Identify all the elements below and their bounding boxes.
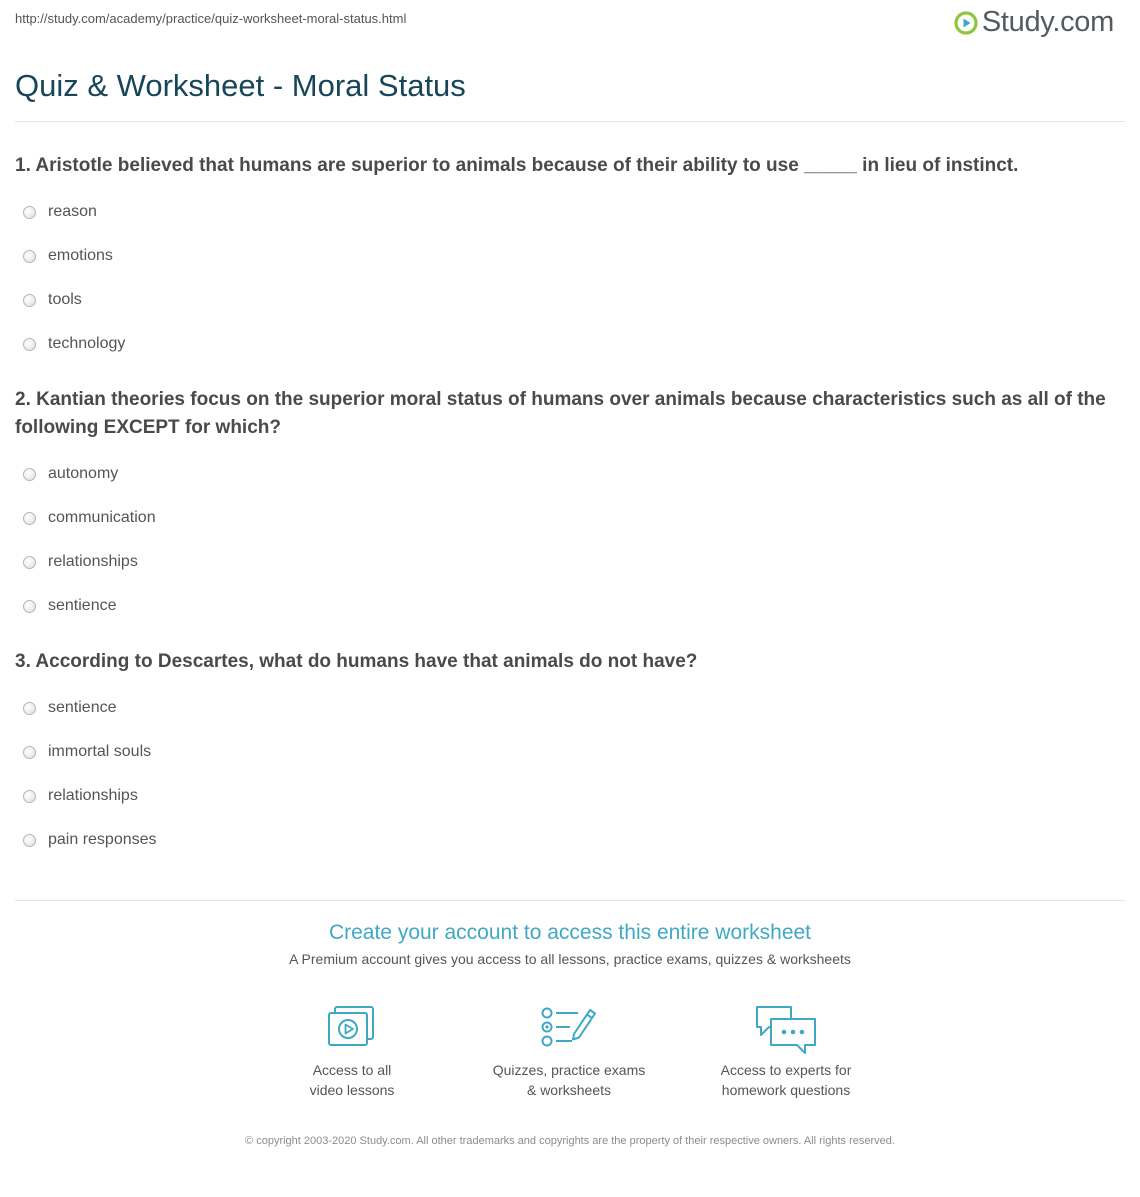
option-label: technology	[48, 335, 126, 352]
answer-option[interactable]	[15, 540, 1125, 584]
answer-option[interactable]	[15, 730, 1125, 774]
cta-subtitle: A Premium account gives you access to all lessons, practice exams, quizzes & worksheets	[289, 951, 851, 967]
feature-label-line: Quizzes, practice exams	[492, 1062, 646, 1078]
question-1	[15, 152, 1125, 366]
option-label: tools	[48, 291, 82, 308]
answer-option[interactable]	[15, 774, 1125, 818]
feature-quizzes	[469, 1004, 669, 1100]
logo-text: Study.com	[981, 6, 1114, 38]
feature-label	[252, 1060, 452, 1100]
study-logo-icon	[954, 11, 978, 35]
feature-experts	[686, 1004, 886, 1100]
option-label: sentience	[48, 699, 117, 716]
title-divider	[15, 121, 1125, 122]
chat-bubbles-icon	[753, 1004, 819, 1056]
radio-button[interactable]	[23, 338, 36, 351]
answer-option[interactable]	[15, 322, 1125, 366]
answer-option[interactable]	[15, 190, 1125, 234]
feature-video-lessons	[252, 1004, 452, 1100]
radio-button[interactable]	[23, 834, 36, 847]
study-logo[interactable]	[954, 6, 1114, 39]
question-text: 1. Aristotle believed that humans are superior to animals because of their ability to use _____ in lieu of instinct.	[15, 155, 1019, 176]
answer-option[interactable]	[15, 686, 1125, 730]
option-label: autonomy	[48, 465, 119, 482]
answer-option[interactable]	[15, 234, 1125, 278]
feature-label-line: & worksheets	[526, 1082, 612, 1098]
radio-button[interactable]	[23, 702, 36, 715]
option-label: pain responses	[48, 831, 157, 848]
question-2	[15, 386, 1125, 628]
radio-button[interactable]	[23, 556, 36, 569]
radio-button[interactable]	[23, 468, 36, 481]
feature-label-line: video lessons	[309, 1082, 395, 1098]
cta-divider	[15, 900, 1125, 901]
option-label: immortal souls	[48, 743, 152, 760]
page-title: Quiz & Worksheet - Moral Status	[15, 68, 466, 103]
radio-button[interactable]	[23, 512, 36, 525]
radio-button[interactable]	[23, 294, 36, 307]
answer-option[interactable]	[15, 278, 1125, 322]
copyright-notice: © copyright 2003-2020 Study.com. All other trademarks and copyrights are the property of their respective owners. All rights reserved.	[245, 1135, 895, 1147]
cta-title-link[interactable]: Create your account to access this entire worksheet	[328, 921, 812, 944]
option-label: relationships	[48, 787, 138, 804]
quiz-checklist-icon	[540, 1004, 598, 1050]
signup-cta	[15, 921, 1125, 967]
option-label: communication	[48, 509, 156, 526]
feature-label-line: homework questions	[721, 1082, 851, 1098]
answer-option[interactable]	[15, 818, 1125, 862]
question-text: 3. According to Descartes, what do humans have that animals do not have?	[15, 651, 698, 672]
radio-button[interactable]	[23, 206, 36, 219]
question-list	[15, 152, 1125, 882]
option-label: reason	[48, 203, 97, 220]
question-3	[15, 648, 1125, 862]
question-text: 2. Kantian theories focus on the superior moral status of humans over animals because characteristics such as all of the following EXCEPT for which?	[15, 389, 1106, 438]
radio-button[interactable]	[23, 250, 36, 263]
answer-option[interactable]	[15, 496, 1125, 540]
answer-option[interactable]	[15, 584, 1125, 628]
page-url: http://study.com/academy/practice/quiz-worksheet-moral-status.html	[15, 11, 407, 26]
option-label: emotions	[48, 247, 113, 264]
feature-label-line: Access to experts for	[720, 1062, 852, 1078]
option-label: sentience	[48, 597, 117, 614]
radio-button[interactable]	[23, 600, 36, 613]
video-lessons-icon	[326, 1004, 378, 1050]
radio-button[interactable]	[23, 790, 36, 803]
radio-button[interactable]	[23, 746, 36, 759]
answer-option[interactable]	[15, 452, 1125, 496]
feature-label	[469, 1060, 669, 1100]
option-label: relationships	[48, 553, 138, 570]
feature-label	[686, 1060, 886, 1100]
feature-label-line: Access to all	[312, 1062, 392, 1078]
